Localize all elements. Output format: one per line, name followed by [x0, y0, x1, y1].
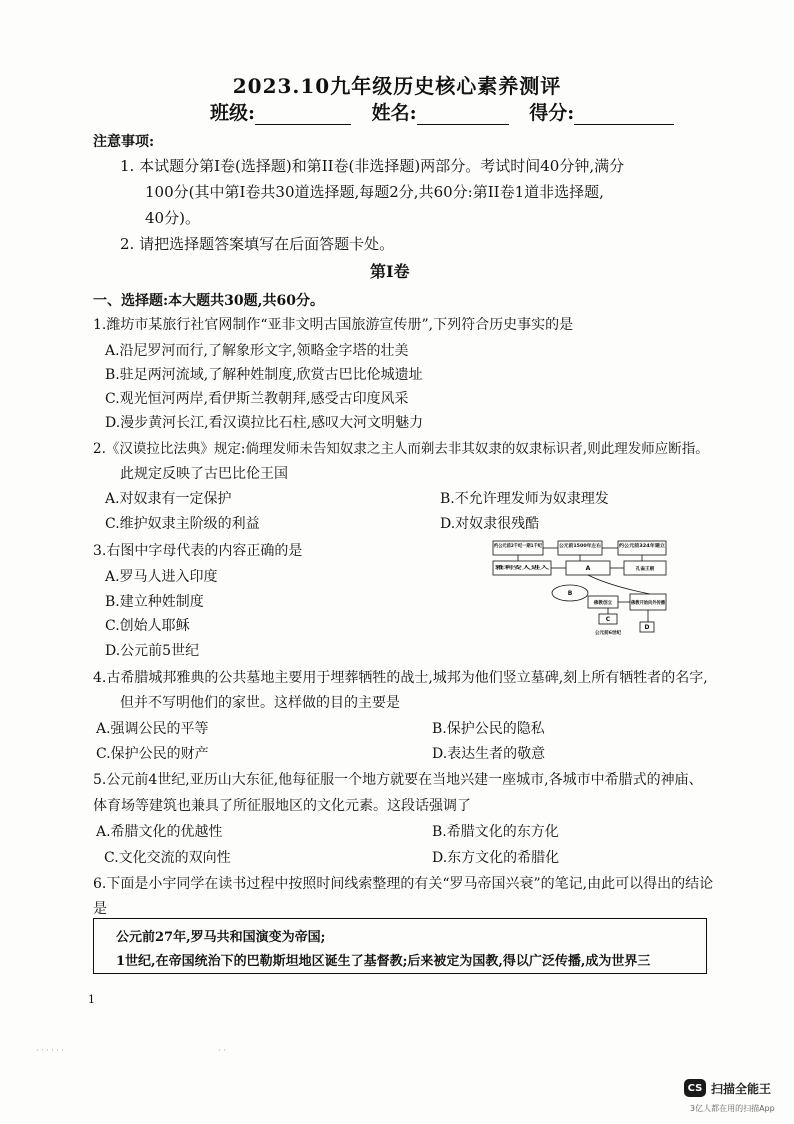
diagram-box-3: 约公元前324年建立: [619, 544, 661, 549]
q4-option-b: B.保护公民的隐私: [432, 721, 545, 737]
diagram-caption: 公元前6世纪: [594, 631, 622, 636]
q6-stem-line-1: 6.下面是小宇同学在读书过程中按照时间线索整理的有关“罗马帝国兴衰”的笔记,由此可以得出的结论: [93, 876, 714, 892]
scan-speck: · ·: [218, 1046, 226, 1055]
diagram-box-c: C: [605, 616, 611, 623]
q2-option-d: D.对奴隶很残酷: [440, 516, 540, 532]
q6-note-line-1: 公元前27年,罗马共和国演变为帝国;: [116, 930, 326, 945]
q6-notes-box: [93, 918, 707, 974]
q4-option-c: C.保护公民的财产: [96, 746, 209, 762]
cs-logo-icon: CS: [684, 1079, 706, 1097]
section-heading: 一、选择题:本大题共30题,共60分。: [93, 293, 325, 309]
q5-option-b: B.希腊文化的东方化: [432, 824, 559, 840]
student-info-line: [210, 98, 688, 125]
note-1-line-1: 1. 本试题分第Ⅰ卷(选择题)和第II卷(非选择题)两部分。考试时间40分钟,满分: [120, 157, 625, 175]
q1-option-b: B.驻足两河流域,了解种姓制度,欣赏古巴比伦城遗址: [105, 367, 423, 383]
q2-option-c: C.维护奴隶主阶级的利益: [105, 516, 260, 532]
score-blank: [574, 106, 674, 125]
name-label: 姓名:: [371, 102, 417, 124]
class-blank: [255, 106, 351, 125]
diagram-box-a: A: [585, 565, 591, 572]
q4-option-d: D.表达生者的敬意: [432, 746, 546, 762]
note-1-line-2: 100分(其中第Ⅰ卷共30道选择题,每题2分,共60分:第II卷1道非选择题,: [145, 183, 604, 201]
q5-option-c: C.文化交流的双向性: [104, 850, 231, 866]
note-1-line-3: 40分)。: [145, 209, 200, 227]
notes-heading: 注意事项:: [93, 134, 155, 150]
india-history-diagram: [490, 538, 690, 638]
scanner-app-name: 扫描全能王: [711, 1081, 772, 1096]
diagram-box-6: 孔雀王朝: [635, 567, 655, 572]
q1-stem: 1.潍坊市某旅行社官网制作“亚非文明古国旅游宣传册”,下列符合历史事实的是: [93, 317, 574, 333]
q2-stem-line-2: 此规定反映了古巴比伦王国: [120, 466, 288, 482]
q5-option-d: D.东方文化的希腊化: [432, 850, 560, 866]
class-label: 班级:: [210, 102, 256, 124]
note-2: 2. 请把选择题答案填写在后面答题卡处。: [120, 235, 395, 253]
scanner-app-logo: [684, 1079, 771, 1097]
diagram-box-8: 佛教开始向外传播: [631, 601, 668, 606]
q4-option-a: A.强调公民的平等: [96, 721, 209, 737]
diagram-box-1: 约公元前2千纪一期1千纪: [494, 544, 547, 549]
name-blank: [417, 106, 509, 125]
volume-title: 第Ⅰ卷: [370, 262, 410, 281]
q6-stem-line-2: 是: [93, 901, 107, 917]
q3-option-b: B.建立种姓制度: [105, 594, 204, 610]
scanner-app-tagline: 3亿人都在用的扫描App: [690, 1104, 775, 1113]
q3-option-a: A.罗马人进入印度: [105, 569, 218, 585]
q3-option-c: C.创始人耶稣: [105, 618, 190, 634]
q4-stem-line-1: 4.古希腊城邦雅典的公共墓地主要用于埋葬牺牲的战士,城邦为他们竖立墓碑,刻上所有牺牲者的名字,: [93, 670, 708, 686]
q4-stem-line-2: 但并不写明他们的家世。这样做的目的主要是: [120, 695, 400, 711]
q5-option-a: A.希腊文化的优越性: [96, 824, 223, 840]
q2-option-b: B.不允许理发师为奴隶理发: [440, 491, 609, 507]
exam-title: 2023.10九年级历史核心素养测评: [232, 74, 562, 98]
q1-option-a: A.沿尼罗河而行,了解象形文字,领略金字塔的壮美: [105, 343, 409, 359]
q5-stem-line-1: 5.公元前4世纪,亚历山大东征,他每征服一个地方就要在当地兴建一座城市,各城市中希腊式的神庙、: [93, 772, 703, 788]
q3-stem: 3.右图中字母代表的内容正确的是: [93, 543, 303, 559]
q1-option-c: C.观光恒河两岸,看伊斯兰教朝拜,感受古印度风采: [105, 391, 409, 407]
diagram-box-d: D: [644, 624, 650, 631]
q1-option-d: D.漫步黄河长江,看汉谟拉比石柱,感叹大河文明魅力: [105, 415, 424, 431]
q3-option-d: D.公元前5世纪: [105, 643, 200, 659]
q2-stem-line-1: 2.《汉谟拉比法典》规定:倘理发师未告知奴隶之主人而剃去非其奴隶的奴隶标识者,则此理发师应断指。: [93, 441, 709, 457]
q6-note-line-2: 1世纪,在帝国统治下的巴勒斯坦地区诞生了基督教;后来被定为国教,得以广泛传播,成为世界三: [116, 954, 651, 969]
q5-stem-line-2: 体育场等建筑也兼具了所征服地区的文化元素。这段话强调了: [93, 798, 471, 814]
page-number: 1: [88, 993, 95, 1006]
score-label: 得分:: [529, 102, 575, 124]
q2-option-a: A.对奴隶有一定保护: [105, 491, 232, 507]
diagram-ellipse-b: B: [567, 590, 573, 597]
scan-speck: · · · · · ·: [36, 1046, 64, 1055]
diagram-box-7: 佛教创立: [593, 601, 613, 606]
diagram-box-4: 雅利安人进入: [495, 566, 523, 571]
diagram-box-2: 公元前1500年左右: [559, 544, 600, 549]
